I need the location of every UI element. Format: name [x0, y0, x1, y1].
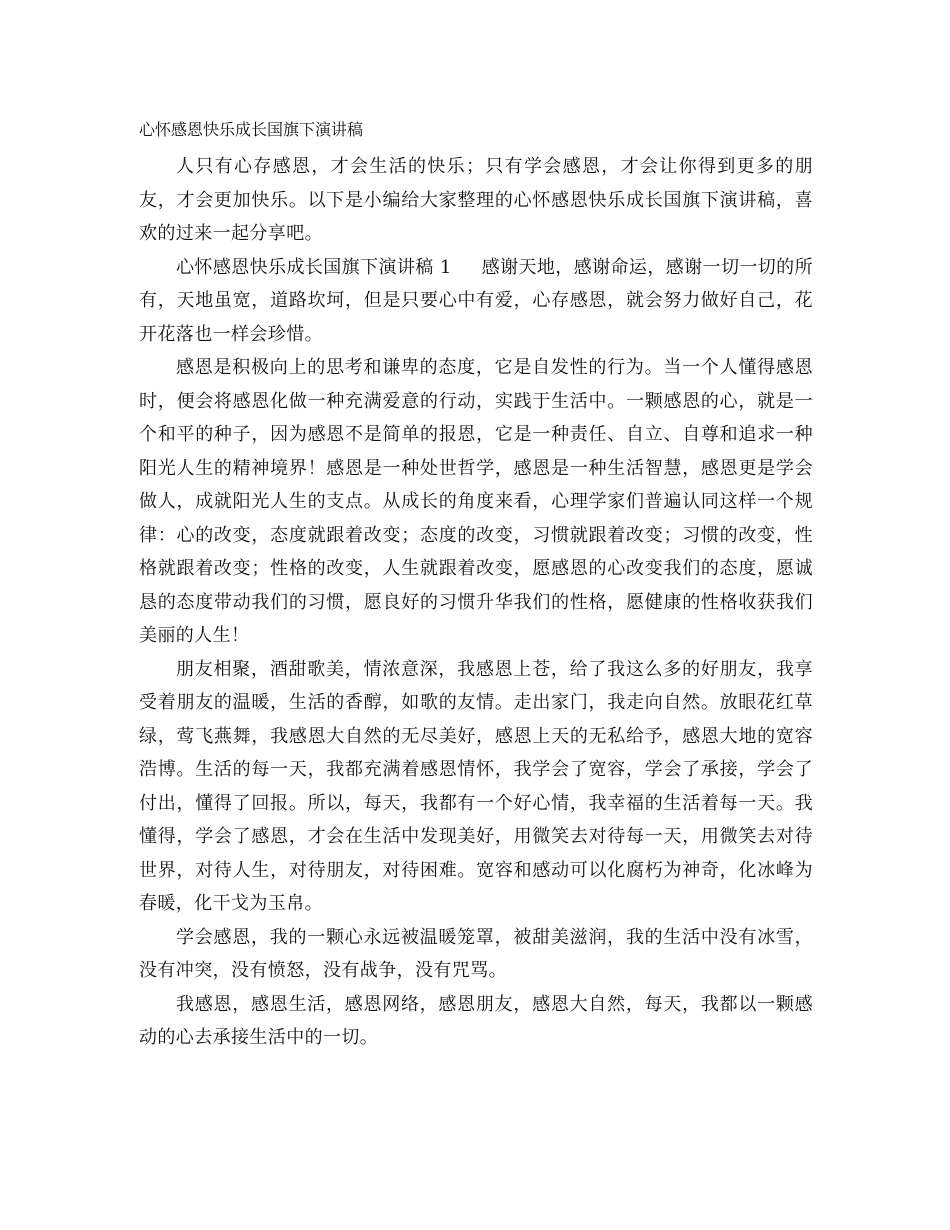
gratitude-philosophy-paragraph: 感恩是积极向上的思考和谦卑的态度，它是自发性的行为。当一个人懂得感恩时，便会将感恩化做一种充满爱意的行动，实践于生活中。一颗感恩的心，就是一个和平的种子，因为感恩不是简单的报恩，它是一种责任、自立、自尊和追求一种阳光人生的精神境界！感恩是一种处世哲学，感恩是一种生活智慧，感恩更是学会做人，成就阳光人生的支点。从成长的角度来看，心理学家们普遍认同这样一个规律：心的改变，态度就跟着改变；态度的改变，习惯就跟着改变；习惯的改变，性格就跟着改变；性格的改变，人生就跟着改变，愿感恩的心改变我们的态度，愿诚恳的态度带动我们的习惯，愿良好的习惯升华我们的性格，愿健康的性格收获我们美丽的人生！	[139, 357, 813, 646]
closing-paragraph: 我感恩，感恩生活，感恩网络，感恩朋友，感恩大自然，每天，我都以一颗感动的心去承接生活中的一切。	[139, 993, 813, 1048]
section-1-text: 感谢天地，感谢命运，感谢一切一切的所有，天地虽宽，道路坎坷，但是只要心中有爱，心存感恩，就会努力做好自己，花开花落也一样会珍惜。	[139, 256, 813, 345]
section-1-heading: 心怀感恩快乐成长国旗下演讲稿 1	[176, 256, 452, 278]
friends-nature-paragraph: 朋友相聚，酒甜歌美，情浓意深，我感恩上苍，给了我这么多的好朋友，我享受着朋友的温暖，生活的香醇，如歌的友情。走出家门，我走向自然。放眼花红草绿，莺飞燕舞，我感恩大自然的无尽美好，感恩上天的无私给予，感恩大地的宽容浩博。生活的每一天，我都充满着感恩情怀，我学会了宽容，学会了承接，学会了付出，懂得了回报。所以，每天，我都有一个好心情，我幸福的生活着每一天。我懂得，学会了感恩，才会在生活中发现美好，用微笑去对待每一天，用微笑去对待世界，对待人生，对待朋友，对待困难。宽容和感动可以化腐朽为神奇，化冰峰为春暖，化干戈为玉帛。	[139, 658, 813, 914]
document-body	[139, 118, 813, 1055]
document-title: 心怀感恩快乐成长国旗下演讲稿	[139, 120, 364, 139]
section-1-paragraph	[139, 251, 813, 352]
warm-heart-paragraph: 学会感恩，我的一颗心永远被温暖笼罩，被甜美滋润，我的生活中没有冰雪，没有冲突，没有愤怒，没有战争，没有咒骂。	[139, 926, 813, 981]
intro-paragraph: 人只有心存感恩，才会生活的快乐；只有学会感恩，才会让你得到更多的朋友，才会更加快乐。以下是小编给大家整理的心怀感恩快乐成长国旗下演讲稿，喜欢的过来一起分享吧。	[139, 156, 813, 244]
